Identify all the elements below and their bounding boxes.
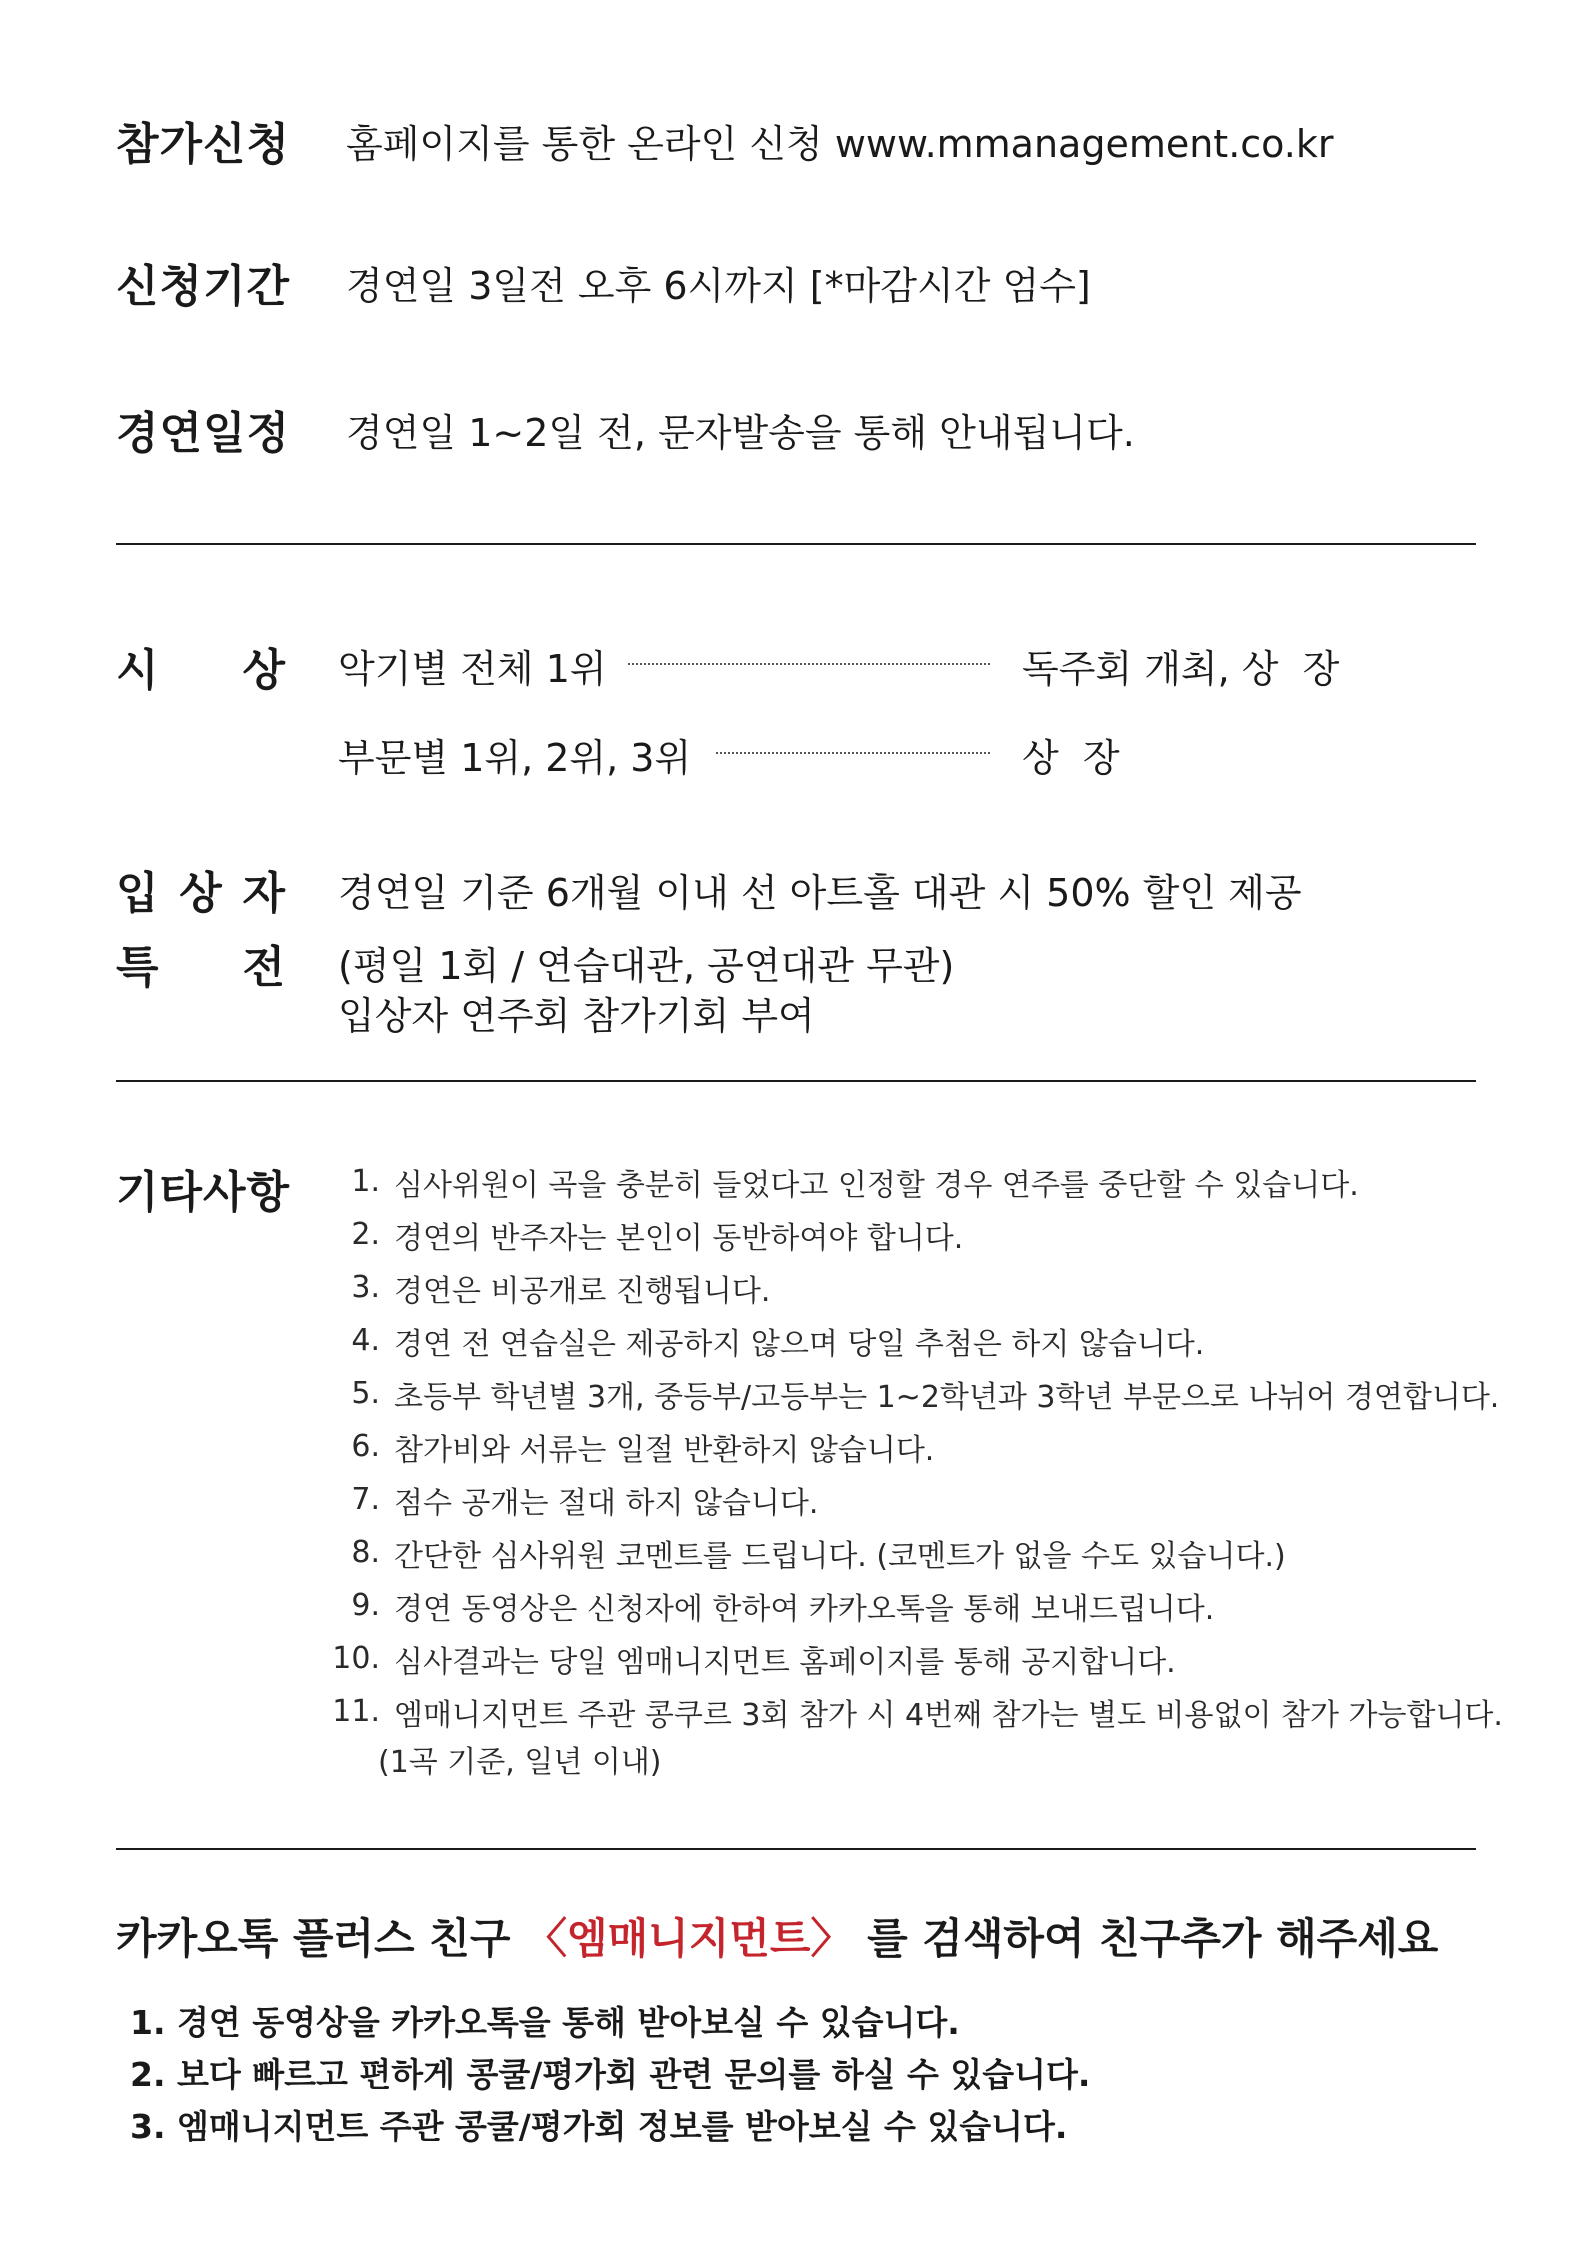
note-continuation: (1곡 기준, 일년 이내)	[378, 1745, 662, 1780]
leader-dots	[716, 752, 990, 754]
note-text: 간단한 심사위원 코멘트를 드립니다. (코멘트가 없을 수도 있습니다.)	[394, 1538, 1286, 1574]
notes-label: 기타사항	[116, 1167, 291, 1218]
kakao-list	[130, 1997, 1090, 2153]
divider	[116, 1848, 1476, 1850]
note-text: 경연은 비공개로 진행됩니다.	[394, 1273, 771, 1309]
benefit-line-2: (평일 1회 / 연습대관, 공연대관 무관)	[338, 944, 955, 988]
list-item	[316, 1261, 1496, 1314]
note-text: 참가비와 서류는 일절 반환하지 않습니다.	[394, 1432, 935, 1468]
note-text: 점수 공개는 절대 하지 않습니다.	[394, 1485, 819, 1521]
note-number: 3.	[351, 1270, 380, 1305]
list-item: 3. 엠매니지먼트 주관 콩쿨/평가회 정보를 받아보실 수 있습니다.	[130, 2107, 1068, 2146]
note-number: 7.	[351, 1482, 380, 1517]
list-item	[316, 1632, 1496, 1685]
list-item	[316, 1420, 1496, 1473]
list-item	[316, 1526, 1496, 1579]
note-number: 8.	[351, 1535, 380, 1570]
list-item	[316, 1208, 1496, 1261]
benefits-label-char: 특	[116, 942, 160, 993]
list-item	[316, 1579, 1496, 1632]
benefit-line-3: 입상자 연주회 참가기회 부여	[338, 994, 815, 1038]
kakao-title-highlight: 〈엠매니지먼트〉	[525, 1914, 853, 1963]
divider	[116, 1080, 1476, 1082]
list-item	[316, 1155, 1496, 1208]
apply-value: 홈페이지를 통한 온라인 신청 www.mmanagement.co.kr	[346, 122, 1334, 166]
benefits-label-char: 전	[242, 942, 286, 993]
note-number: 4.	[351, 1323, 380, 1358]
list-item: 1. 경연 동영상을 카카오톡을 통해 받아보실 수 있습니다.	[130, 2003, 960, 2042]
awards-label-char: 시	[116, 645, 160, 696]
benefits-label-char: 자	[242, 868, 286, 919]
list-item	[316, 1367, 1500, 1420]
note-number: 9.	[351, 1588, 380, 1623]
note-text: 초등부 학년별 3개, 중등부/고등부는 1~2학년과 3학년 부문으로 나뉘어 경연합니다.	[394, 1379, 1500, 1415]
award-row-1-right: 독주회 개최, 상 장	[1022, 647, 1340, 691]
note-text: 경연 전 연습실은 제공하지 않으며 당일 추첨은 하지 않습니다.	[394, 1326, 1205, 1362]
note-number: 6.	[351, 1429, 380, 1464]
award-row-2-right: 상 장	[1022, 736, 1120, 780]
period-label: 신청기간	[116, 261, 291, 312]
schedule-label: 경연일정	[116, 408, 291, 459]
benefits-label-char: 상	[179, 868, 223, 919]
kakao-title-after: 를 검색하여 친구추가 해주세요	[852, 1914, 1439, 1963]
note-number: 1.	[351, 1164, 380, 1199]
notes-list	[316, 1155, 1503, 1788]
apply-label: 참가신청	[116, 119, 291, 170]
note-text: 경연 동영상은 신청자에 한하여 카카오톡을 통해 보내드립니다.	[394, 1591, 1215, 1627]
kakao-title-before: 카카오톡 플러스 친구	[116, 1914, 526, 1963]
note-text: 심사결과는 당일 엠매니지먼트 홈페이지를 통해 공지합니다.	[394, 1644, 1176, 1680]
note-text: 경연의 반주자는 본인이 동반하여야 합니다.	[394, 1220, 964, 1256]
divider	[116, 543, 1476, 545]
period-value: 경연일 3일전 오후 6시까지 [*마감시간 엄수]	[346, 264, 1091, 308]
leader-dots	[628, 663, 990, 665]
note-number: 10.	[332, 1641, 380, 1676]
award-row-1-left: 악기별 전체 1위	[338, 647, 607, 691]
list-item	[316, 1314, 1496, 1367]
note-number: 5.	[351, 1376, 380, 1411]
list-item: 2. 보다 빠르고 편하게 콩쿨/평가회 관련 문의를 하실 수 있습니다.	[130, 2055, 1091, 2094]
note-text: 심사위원이 곡을 충분히 들었다고 인정할 경우 연주를 중단할 수 있습니다.	[394, 1167, 1359, 1203]
note-number: 2.	[351, 1217, 380, 1252]
benefits-label-line1	[116, 857, 286, 921]
list-item	[316, 1473, 1496, 1526]
awards-label-char: 상	[242, 645, 286, 696]
note-text: 엠매니지먼트 주관 콩쿠르 3회 참가 시 4번째 참가는 별도 비용없이 참가 가능합니다.	[394, 1697, 1503, 1733]
kakao-title	[116, 1906, 1438, 1966]
benefits-label-line2	[116, 931, 286, 995]
benefits-label-char: 입	[116, 868, 160, 919]
benefit-line-1: 경연일 기준 6개월 이내 선 아트홀 대관 시 50% 할인 제공	[338, 871, 1302, 915]
note-number: 11.	[332, 1694, 380, 1729]
list-item	[316, 1685, 1503, 1738]
award-row-2-left: 부문별 1위, 2위, 3위	[338, 736, 692, 780]
schedule-value: 경연일 1~2일 전, 문자발송을 통해 안내됩니다.	[346, 411, 1135, 455]
awards-label	[116, 634, 286, 698]
